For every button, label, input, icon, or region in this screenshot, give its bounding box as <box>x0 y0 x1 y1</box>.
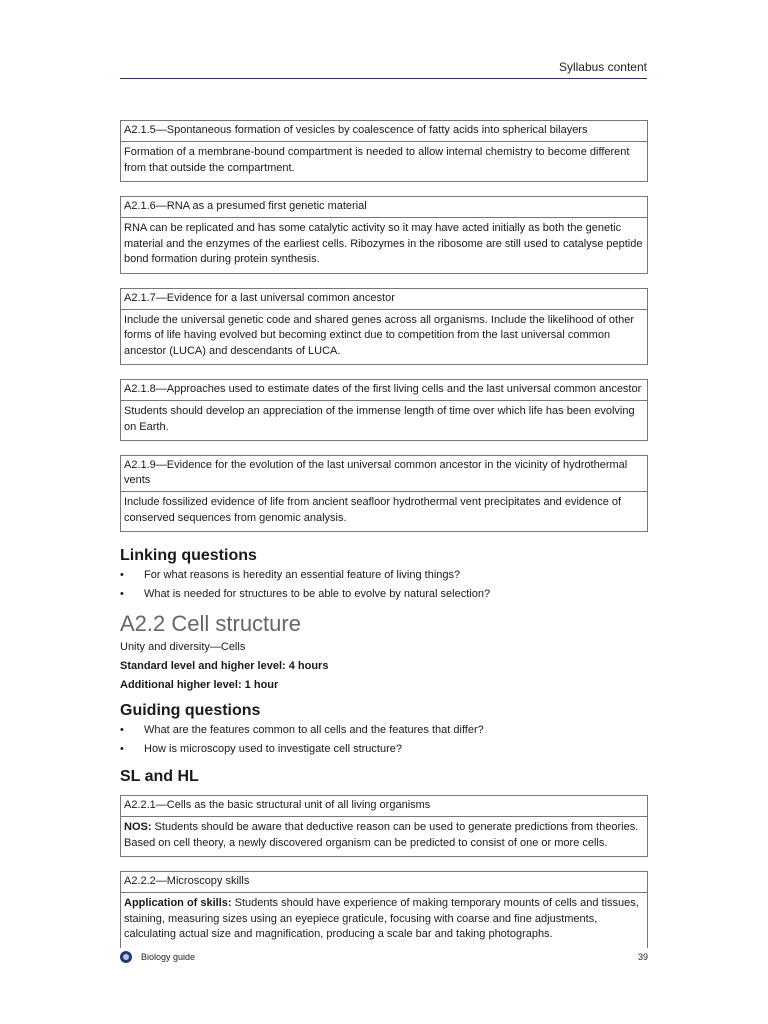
section-title: A2.2 Cell structure <box>120 611 301 636</box>
list-item <box>120 721 648 740</box>
box-heading: A2.1.6—RNA as a presumed first genetic material <box>121 197 647 218</box>
list-item-text: For what reasons is heredity an essential feature of living things? <box>144 569 461 581</box>
box-body-text: Students should be aware that deductive reason can be used to generate predictions from theories. Based on cell theory, a newly discovered organism can be predicted to consist of one or more cells. <box>124 821 639 849</box>
bullet-icon: • <box>120 724 124 736</box>
list-item-text: What are the features common to all cells and the features that differ? <box>144 724 484 736</box>
list-item-text: How is microscopy used to investigate cell structure? <box>144 743 402 755</box>
syllabus-box <box>120 379 648 441</box>
page-header-label: Syllabus content <box>558 60 647 74</box>
box-body: Include fossilized evidence of life from ancient seafloor hydrothermal vent precipitates and evidence of conserved sequences from genomic analysis. <box>124 496 622 524</box>
list-item <box>120 740 648 759</box>
list-item <box>120 585 648 604</box>
box-heading: A2.1.5—Spontaneous formation of vesicles by coalescence of fatty acids into spherical bilayers <box>121 121 647 142</box>
syllabus-box <box>120 455 648 532</box>
list-item <box>120 566 648 585</box>
box-heading: A2.1.7—Evidence for a last universal common ancestor <box>121 289 647 310</box>
box-body: Formation of a membrane-bound compartment is needed to allow internal chemistry to become different from that outside the compartment. <box>124 146 630 174</box>
box-body: Include the universal genetic code and shared genes across all organisms. Include the likelihood of other forms of life having evolved but becoming extinct due to competition from the last universal common ancestor (LUCA) and descendants of LUCA. <box>124 313 634 357</box>
box-heading: A2.1.8—Approaches used to estimate dates of the first living cells and the last universal common ancestor <box>121 380 647 401</box>
box-heading: A2.1.9—Evidence for the evolution of the last universal common ancestor in the vicinity of hydrothermal vents <box>121 456 647 492</box>
box-body: Students should develop an appreciation of the immense length of time over which life has been evolving on Earth. <box>124 405 635 433</box>
box-body <box>121 893 647 948</box>
page-footer <box>120 950 648 966</box>
syllabus-box <box>120 288 648 366</box>
syllabus-box <box>120 871 648 948</box>
sl-hl-hours: Standard level and higher level: 4 hours <box>120 660 329 672</box>
syllabus-box <box>120 120 648 182</box>
box-body: RNA can be replicated and has some catalytic activity so it may have acted initially as both the genetic material and the enzymes of the earliest cells. Ribozymes in the ribosome are still used to catalyse peptide bond formation during protein synthesis. <box>124 222 643 265</box>
box-heading: A2.2.2—Microscopy skills <box>121 872 647 893</box>
box-body <box>121 817 647 856</box>
box-label: Application of skills: <box>124 897 232 909</box>
page-number: 39 <box>637 952 648 962</box>
list-item-text: What is needed for structures to be able to evolve by natural selection? <box>144 588 491 600</box>
linking-questions-heading: Linking questions <box>120 547 257 564</box>
bullet-icon: • <box>120 569 124 581</box>
section-theme: Unity and diversity—Cells <box>120 641 246 653</box>
sl-hl-heading: SL and HL <box>120 768 199 785</box>
guiding-questions-heading: Guiding questions <box>120 702 261 719</box>
syllabus-box <box>120 196 648 274</box>
bullet-icon: • <box>120 743 124 755</box>
page-content <box>120 120 648 962</box>
ahl-hours: Additional higher level: 1 hour <box>120 679 279 691</box>
ib-logo-icon <box>120 951 132 963</box>
syllabus-box <box>120 795 648 857</box>
box-heading: A2.2.1—Cells as the basic structural unit of all living organisms <box>121 796 647 817</box>
linking-questions-list <box>120 566 648 604</box>
header-rule <box>120 78 647 79</box>
bullet-icon: • <box>120 588 124 600</box>
footer-guide-title: Biology guide <box>141 952 196 962</box>
guiding-questions-list <box>120 721 648 759</box>
box-body-text: Students should have experience of making temporary mounts of cells and tissues, staining, measuring sizes using an eyepiece graticule, focusing with coarse and fine adjustments, calculating actual size and magnification, producing a scale bar and taking photographs. <box>124 897 639 940</box>
box-label: NOS: <box>124 821 152 833</box>
